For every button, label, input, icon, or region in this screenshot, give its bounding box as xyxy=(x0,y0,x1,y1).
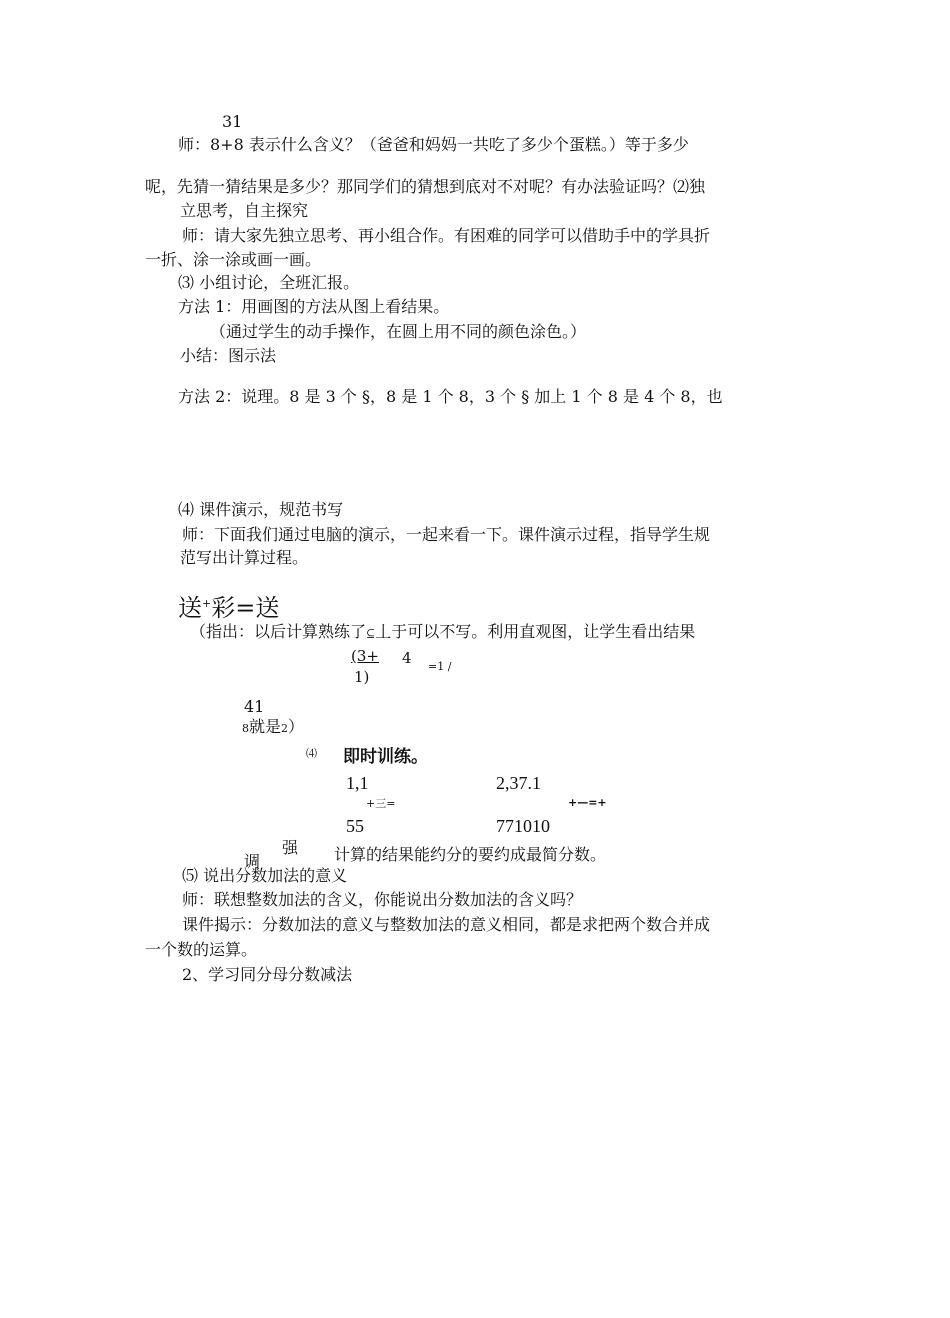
note-symbol: ⊆ xyxy=(366,627,376,640)
note-part: 丄于可以不写。利用直观图，让学生看出结果 xyxy=(375,622,696,641)
emphasis-line: 计算的结果能约分的要约成最简分数。 xyxy=(334,845,607,864)
teacher-demo-line: 师：下面我们通过电脑的演示，一起来看一下。课件演示过程，指导学生规 xyxy=(182,525,711,544)
section-heading-5: ⑸ 说出分数加法的意义 xyxy=(182,866,348,885)
equation-line xyxy=(178,590,279,622)
fraction-numerator-31: 31 xyxy=(222,112,243,131)
section-heading-3: ⑶ 小组讨论，全班汇报。 xyxy=(178,273,360,292)
paragraph-line: 立思考，自主探究 xyxy=(180,201,309,220)
fraction-expression-bottom: 1) xyxy=(354,668,370,686)
equation-part: 送 xyxy=(178,594,202,622)
fraction-expression-top: (3+ xyxy=(351,647,379,665)
closing-paren: ） xyxy=(288,717,305,736)
paragraph-line: 呢，先猜一猜结果是多少？那同学们的猜想到底对不对呢？有办法验证吗？⑵独 xyxy=(145,177,706,196)
paragraph-line: （通过学生的动手操作，在圆上用不同的颜色涂色。） xyxy=(210,322,587,341)
courseware-line: 课件揭示：分数加法的意义与整数加法的意义相同，都是求把两个数合并成 xyxy=(182,915,711,934)
paragraph-line: 一个数的运算。 xyxy=(145,940,258,959)
method-1-line: 方法 1：用画图的方法从图上看结果。 xyxy=(178,297,450,316)
note-line xyxy=(190,622,695,642)
section-heading-subtraction: 2、学习同分母分数减法 xyxy=(182,965,353,984)
exercise-2-denominators: 771010 xyxy=(496,816,550,836)
emphasis-char-1: 强 xyxy=(282,838,299,857)
equation-plus: + xyxy=(202,597,212,610)
section-heading-4: ⑷ 课件演示，规范书写 xyxy=(178,500,344,519)
summary-line: 小结：图示法 xyxy=(180,346,277,365)
note-part: （指出：以后计算熟练了 xyxy=(190,622,367,641)
exercise-1-numerators: 1,1 xyxy=(346,773,369,793)
fraction-numerator-41: 41 xyxy=(244,697,265,716)
exercise-2-numerators: 2,37.1 xyxy=(496,773,541,793)
fraction-expression-result: =1 / xyxy=(428,660,452,673)
denominator-2: 2 xyxy=(281,722,289,735)
fraction-expression-mid: 4 xyxy=(402,649,412,667)
paragraph-line: 一折、涂一涂或画一画。 xyxy=(145,250,322,269)
equivalence-line xyxy=(242,717,304,737)
paragraph-line: 范写出计算过程。 xyxy=(180,548,309,567)
exercise-number: ⑷ xyxy=(306,747,317,760)
teacher-question-line: 师：8+8 表示什么含义？（爸爸和妈妈一共吃了多少个蛋糕。）等于多少 xyxy=(178,135,689,154)
teacher-question-line: 师：联想整数加法的含义，你能说出分数加法的含义吗？ xyxy=(182,890,583,909)
denominator-8: 8 xyxy=(242,722,249,735)
method-2-line: 方法 2：说理。8 是 3 个 §，8 是 1 个 8，3 个 § 加上 1 个 8 是 4 个 8，也 xyxy=(178,387,723,406)
exercise-heading: 即时训练。 xyxy=(343,747,428,767)
exercise-1-operators: +三= xyxy=(366,797,396,810)
equation-part: 彩=送 xyxy=(211,594,280,622)
emphasis-char-2: 调 xyxy=(244,852,261,871)
equivalence-text: 就是 xyxy=(249,717,282,736)
teacher-instruction-line: 师：请大家先独立思考、再小组合作。有困难的同学可以借助手中的学具折 xyxy=(182,226,711,245)
exercise-2-operators: +—=+ xyxy=(568,796,607,809)
exercise-1-denominators: 55 xyxy=(346,816,364,836)
